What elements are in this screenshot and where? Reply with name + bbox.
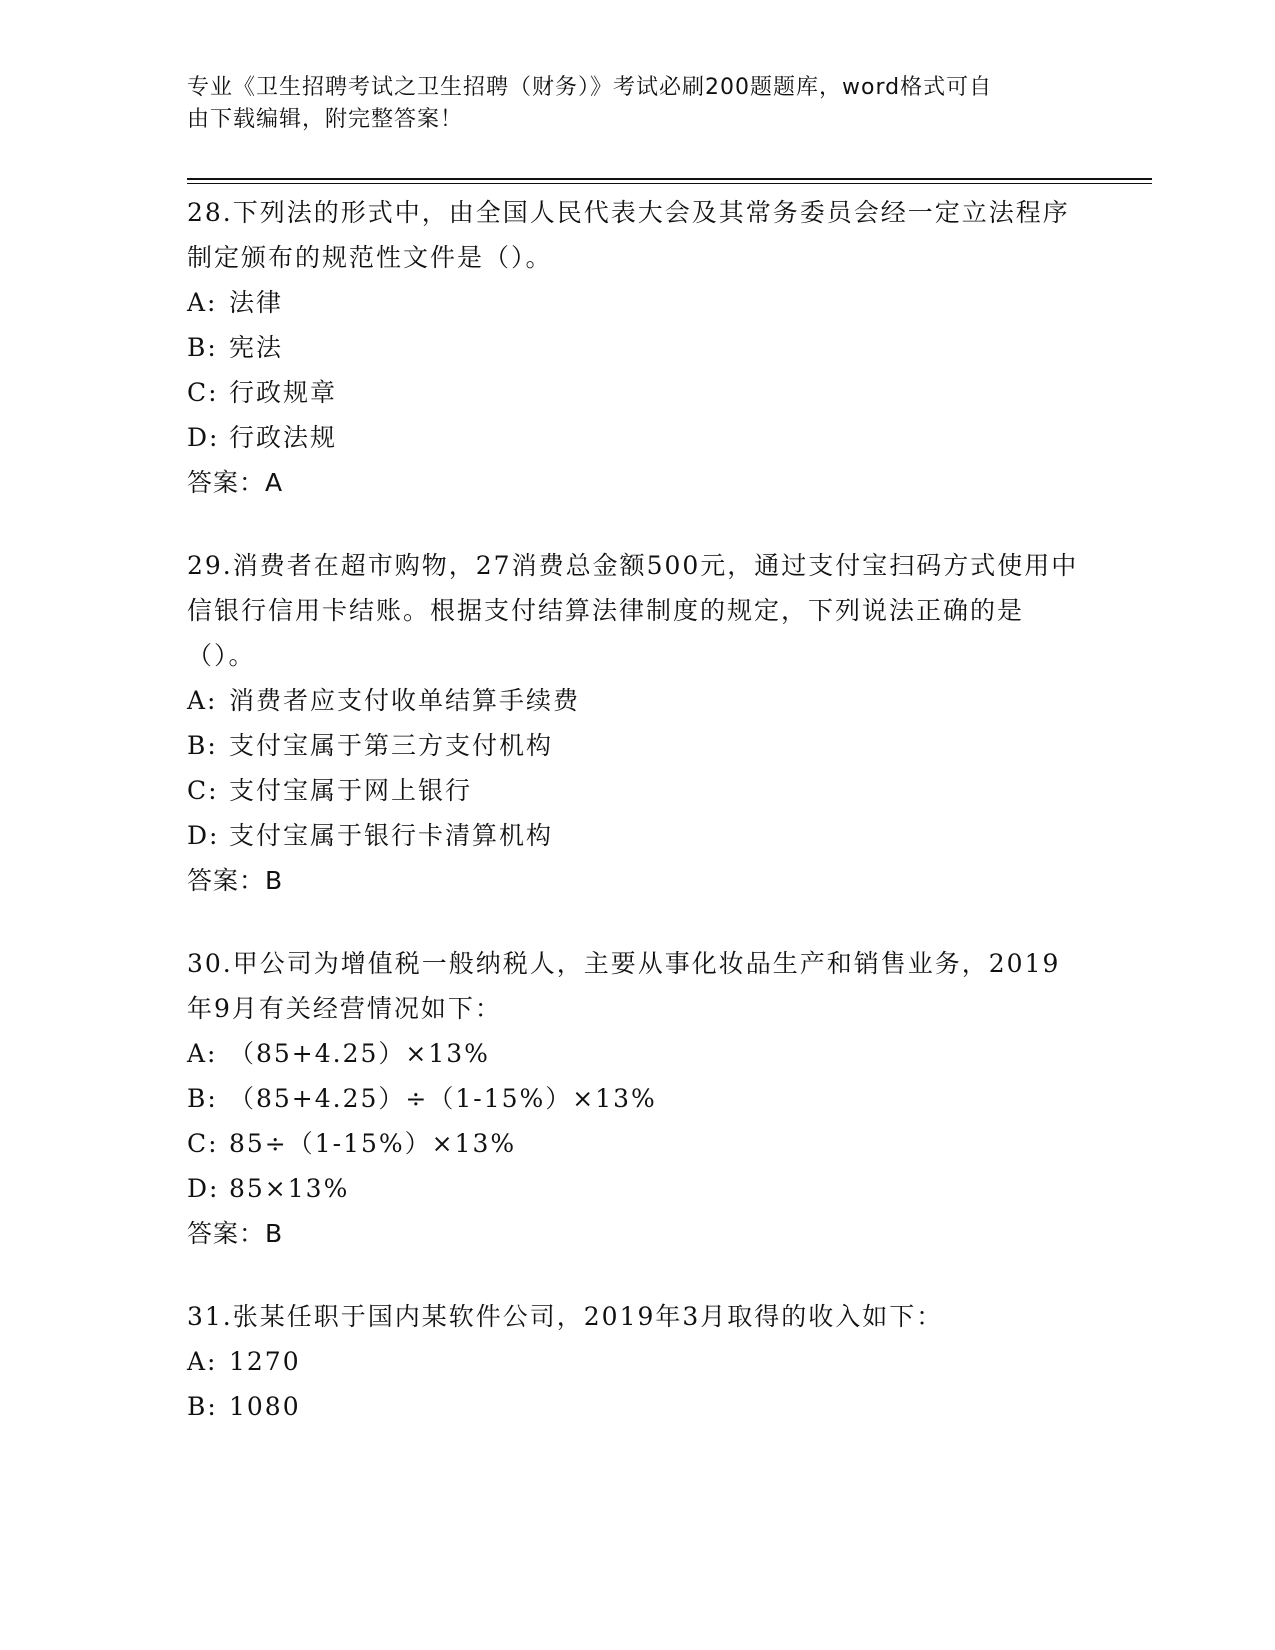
option-c — [187, 768, 1087, 813]
question-29 — [187, 543, 1087, 903]
question-stem: 29.消费者在超市购物，27消费总金额500元，通过支付宝扫码方式使用中信银行信用卡结账。根据支付结算法律制度的规定，下列说法正确的是（）。 — [187, 551, 1079, 670]
option-letter: A: — [187, 686, 218, 715]
option-b — [187, 1384, 1087, 1429]
answer-line: 答案：B — [187, 866, 284, 895]
option-text: 1270 — [229, 1347, 301, 1376]
option-letter: B: — [187, 1084, 218, 1113]
option-letter: D: — [187, 423, 220, 452]
option-text: 85×13% — [229, 1174, 350, 1203]
option-d — [187, 813, 1087, 858]
option-text: （85+4.25）×13% — [229, 1039, 490, 1068]
header-line-1: 专业《卫生招聘考试之卫生招聘（财务）》考试必刷200题题库，word格式可自 — [187, 75, 993, 100]
option-text: 1080 — [229, 1392, 301, 1421]
header-line-2: 由下载编辑，附完整答案！ — [187, 107, 464, 132]
answer-line: 答案：A — [187, 468, 284, 497]
option-b — [187, 1076, 1087, 1121]
option-text: 支付宝属于第三方支付机构 — [229, 731, 554, 760]
option-letter: A: — [187, 1347, 218, 1376]
option-letter: A: — [187, 1039, 218, 1068]
option-b — [187, 723, 1087, 768]
option-text: 宪法 — [229, 333, 284, 362]
question-28 — [187, 190, 1087, 505]
option-text: 法律 — [229, 288, 284, 317]
option-d — [187, 1166, 1087, 1211]
option-letter: C: — [187, 776, 219, 805]
option-letter: A: — [187, 288, 218, 317]
option-a — [187, 1339, 1087, 1384]
question-stem: 28.下列法的形式中，由全国人民代表大会及其常务委员会经一定立法程序制定颁布的规范性文件是（）。 — [187, 198, 1070, 272]
option-d — [187, 415, 1087, 460]
option-a — [187, 1031, 1087, 1076]
answer-line: 答案：B — [187, 1219, 284, 1248]
option-letter: D: — [187, 821, 220, 850]
option-text: 行政法规 — [229, 423, 338, 452]
document-header — [187, 72, 1087, 136]
option-b — [187, 325, 1087, 370]
option-letter: D: — [187, 1174, 220, 1203]
option-letter: B: — [187, 1392, 218, 1421]
option-text: 消费者应支付收单结算手续费 — [229, 686, 581, 715]
option-text: 行政规章 — [229, 378, 338, 407]
option-letter: B: — [187, 333, 218, 362]
option-letter: C: — [187, 1129, 219, 1158]
option-text: 支付宝属于银行卡清算机构 — [229, 821, 554, 850]
question-31 — [187, 1294, 1087, 1429]
option-c — [187, 1121, 1087, 1166]
option-text: （85+4.25）÷（1-15%）×13% — [229, 1084, 657, 1113]
option-a — [187, 280, 1087, 325]
option-c — [187, 370, 1087, 415]
question-stem: 30.甲公司为增值税一般纳税人，主要从事化妆品生产和销售业务，2019年9月有关经营情况如下： — [187, 949, 1061, 1023]
header-divider-thin — [187, 183, 1152, 184]
option-letter: C: — [187, 378, 219, 407]
option-text: 支付宝属于网上银行 — [229, 776, 473, 805]
header-divider-thick — [187, 178, 1152, 180]
question-30 — [187, 941, 1087, 1256]
option-a — [187, 678, 1087, 723]
question-stem: 31.张某任职于国内某软件公司，2019年3月取得的收入如下： — [187, 1302, 944, 1331]
question-list — [187, 190, 1087, 1467]
option-letter: B: — [187, 731, 218, 760]
option-text: 85÷（1-15%）×13% — [229, 1129, 517, 1158]
